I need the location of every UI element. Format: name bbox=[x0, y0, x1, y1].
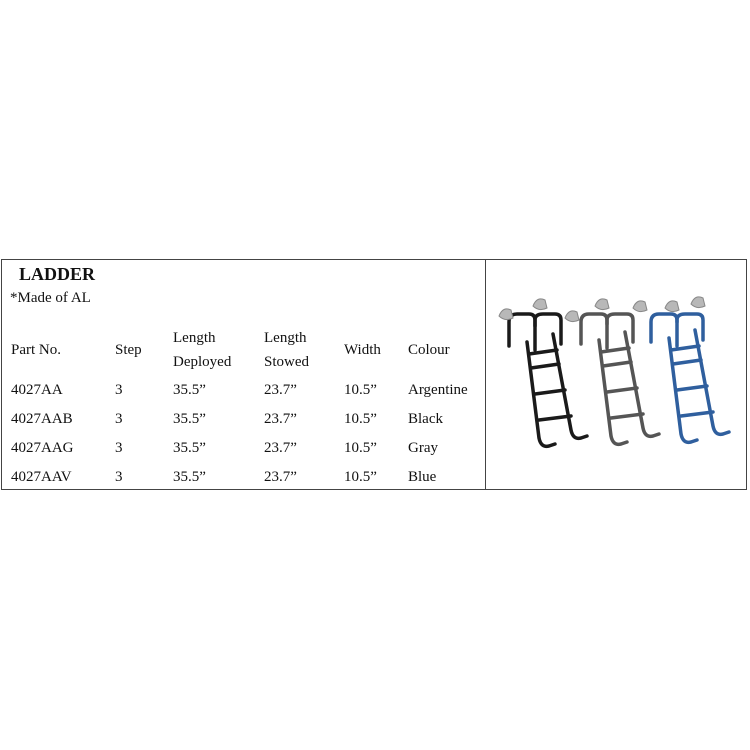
cell-length-stowed: 23.7” bbox=[264, 469, 297, 485]
table-row bbox=[2, 376, 492, 405]
cell-length-stowed: 23.7” bbox=[264, 382, 297, 398]
ladder-blue bbox=[651, 314, 729, 442]
ladder-black bbox=[509, 314, 587, 446]
table-row bbox=[2, 463, 492, 492]
cell-colour: Gray bbox=[408, 440, 438, 456]
header-length-stowed: Length Stowed bbox=[264, 330, 309, 370]
cell-step: 3 bbox=[115, 469, 123, 485]
cell-length-stowed: 23.7” bbox=[264, 411, 297, 427]
hook-icon bbox=[665, 297, 705, 312]
cell-length-deployed: 35.5” bbox=[173, 469, 206, 485]
cell-length-deployed: 35.5” bbox=[173, 382, 206, 398]
cell-colour: Argentine bbox=[408, 382, 468, 398]
header-part-no: Part No. bbox=[11, 342, 61, 358]
table-header-row bbox=[2, 324, 492, 376]
cell-part-no: 4027AA bbox=[11, 382, 63, 398]
cell-step: 3 bbox=[115, 411, 123, 427]
cell-length-deployed: 35.5” bbox=[173, 440, 206, 456]
cell-width: 10.5” bbox=[344, 382, 377, 398]
cell-part-no: 4027AAG bbox=[11, 440, 74, 456]
cell-part-no: 4027AAV bbox=[11, 469, 72, 485]
cell-colour: Blue bbox=[408, 469, 437, 485]
material-note: *Made of AL bbox=[10, 290, 91, 306]
spec-card bbox=[1, 259, 747, 490]
hook-icon bbox=[595, 299, 647, 312]
table-row bbox=[2, 434, 492, 463]
cell-length-deployed: 35.5” bbox=[173, 411, 206, 427]
header-length-deployed: Length Deployed bbox=[173, 330, 232, 370]
ladder-gray bbox=[581, 314, 659, 444]
cell-width: 10.5” bbox=[344, 440, 377, 456]
cell-colour: Black bbox=[408, 411, 443, 427]
cell-length-stowed: 23.7” bbox=[264, 440, 297, 456]
cell-step: 3 bbox=[115, 440, 123, 456]
cell-width: 10.5” bbox=[344, 411, 377, 427]
header-colour: Colour bbox=[408, 342, 450, 358]
column-divider bbox=[485, 260, 486, 489]
cell-width: 10.5” bbox=[344, 469, 377, 485]
table-row bbox=[2, 405, 492, 434]
spec-table bbox=[2, 324, 492, 492]
header-step: Step bbox=[115, 342, 142, 358]
header-width: Width bbox=[344, 342, 381, 358]
product-title: LADDER bbox=[19, 264, 96, 284]
cell-step: 3 bbox=[115, 382, 123, 398]
hook-icon bbox=[499, 299, 579, 322]
cell-part-no: 4027AAB bbox=[11, 411, 73, 427]
ladder-product-image bbox=[487, 270, 746, 480]
